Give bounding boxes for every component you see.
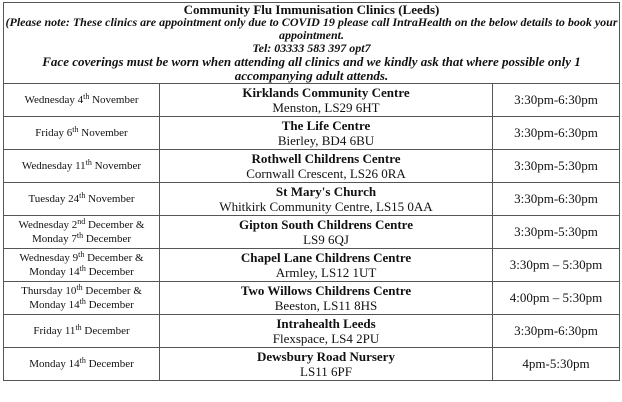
table-row bbox=[4, 183, 620, 216]
table-row bbox=[4, 249, 620, 282]
clinic-time: 3:30pm – 5:30pm bbox=[493, 249, 620, 282]
table-row bbox=[4, 84, 620, 117]
clinic-date bbox=[4, 192, 159, 206]
clinic-venue-name: St Mary's Church bbox=[275, 184, 377, 199]
clinic-venue-cell bbox=[160, 348, 493, 381]
clinic-venue-cell bbox=[160, 183, 493, 216]
clinic-venue-address: Menston, LS29 6HT bbox=[272, 100, 380, 115]
clinic-time: 3:30pm-5:30pm bbox=[493, 216, 620, 249]
clinic-date-month: December & bbox=[84, 252, 144, 264]
clinic-date-month: December & bbox=[85, 219, 145, 231]
clinic-date bbox=[4, 284, 159, 298]
clinic-date-day: Wednesday 11 bbox=[21, 160, 86, 172]
clinic-venue-name: Gipton South Childrens Centre bbox=[239, 217, 413, 232]
clinic-venue-name: Dewsbury Road Nursery bbox=[257, 349, 395, 364]
page-title: Community Flu Immunisation Clinics (Leeds) bbox=[183, 2, 440, 17]
clinic-date bbox=[4, 298, 159, 312]
clinic-date-cell bbox=[4, 216, 160, 249]
clinic-venue-name: Two Willows Childrens Centre bbox=[240, 283, 412, 298]
clinic-date-cell bbox=[4, 84, 160, 117]
clinic-date-ordinal: th bbox=[85, 158, 92, 167]
clinic-venue-address: Bierley, BD4 6BU bbox=[277, 133, 375, 148]
clinic-date-day: Friday 11 bbox=[33, 325, 76, 337]
table-row bbox=[4, 315, 620, 348]
clinic-venue-cell bbox=[160, 315, 493, 348]
clinic-date-day: Friday 6 bbox=[35, 127, 73, 139]
clinic-date-cell bbox=[4, 249, 160, 282]
clinic-time: 3:30pm-6:30pm bbox=[493, 117, 620, 150]
clinic-venue-address: Cornwall Crescent, LS26 0RA bbox=[246, 166, 406, 181]
header-row bbox=[4, 3, 620, 84]
clinic-date-month: November bbox=[85, 193, 135, 205]
clinic-date-ordinal: nd bbox=[77, 217, 86, 226]
table-row bbox=[4, 348, 620, 381]
clinic-date bbox=[4, 324, 159, 338]
clinic-schedule-table bbox=[3, 2, 620, 381]
clinic-venue-name: Kirklands Community Centre bbox=[242, 85, 410, 100]
clinic-date-month: December bbox=[85, 299, 134, 311]
clinic-venue-cell bbox=[160, 84, 493, 117]
table-row bbox=[4, 150, 620, 183]
clinic-date-ordinal: th bbox=[78, 250, 85, 259]
clinic-date-day: Wednesday 4 bbox=[24, 94, 84, 106]
clinic-date-ordinal: th bbox=[76, 231, 84, 240]
clinic-table-body bbox=[4, 3, 620, 381]
clinic-time: 3:30pm-6:30pm bbox=[493, 84, 620, 117]
clinic-date-day: Monday 14 bbox=[29, 299, 80, 311]
clinic-date-ordinal: th bbox=[72, 125, 79, 134]
clinic-date-cell bbox=[4, 282, 160, 315]
clinic-date-ordinal: th bbox=[79, 297, 86, 306]
clinic-date-cell bbox=[4, 183, 160, 216]
clinic-venue-cell bbox=[160, 282, 493, 315]
clinic-date-day: Tuesday 24 bbox=[28, 193, 80, 205]
clinic-date bbox=[4, 251, 159, 265]
clinic-date-month: December & bbox=[82, 285, 142, 297]
face-covering-notice: Face coverings must be worn when attending all clinics and we kindly ask that where possible only 1 accompanying adult attends. bbox=[42, 54, 581, 83]
table-row bbox=[4, 282, 620, 315]
clinic-time: 4:00pm – 5:30pm bbox=[493, 282, 620, 315]
clinic-date-month: December bbox=[85, 358, 134, 370]
clinic-date-day: Wednesday 2 bbox=[18, 219, 78, 231]
clinic-venue-address: LS11 6PF bbox=[300, 364, 352, 379]
clinic-venue-name: The Life Centre bbox=[281, 118, 371, 133]
clinic-date-month: December bbox=[81, 325, 130, 337]
clinic-date-day: Monday 7 bbox=[31, 233, 77, 245]
header-cell bbox=[4, 3, 620, 84]
clinic-time: 3:30pm-5:30pm bbox=[493, 150, 620, 183]
table-row bbox=[4, 216, 620, 249]
clinic-venue-address: LS9 6QJ bbox=[303, 232, 349, 247]
clinic-date-cell bbox=[4, 117, 160, 150]
clinic-date-month: December bbox=[83, 233, 132, 245]
clinic-date-day: Monday 14 bbox=[29, 358, 80, 370]
clinic-venue-address: Beeston, LS11 8HS bbox=[274, 298, 378, 313]
clinic-time: 4pm-5:30pm bbox=[493, 348, 620, 381]
clinic-date bbox=[4, 159, 159, 173]
clinic-date bbox=[4, 126, 159, 140]
clinic-date-ordinal: th bbox=[76, 283, 83, 292]
clinic-time: 3:30pm-6:30pm bbox=[493, 315, 620, 348]
clinic-date-ordinal: th bbox=[75, 323, 82, 332]
clinic-time: 3:30pm-6:30pm bbox=[493, 183, 620, 216]
clinic-venue-name: Intrahealth Leeds bbox=[276, 316, 376, 331]
clinic-date-day: Monday 14 bbox=[29, 266, 80, 278]
clinic-date bbox=[4, 265, 159, 279]
clinic-date-ordinal: th bbox=[79, 356, 86, 365]
clinic-date-month: November bbox=[91, 160, 142, 172]
clinic-venue-cell bbox=[160, 150, 493, 183]
clinic-venue-address: Flexspace, LS4 2PU bbox=[272, 331, 380, 346]
clinic-date bbox=[4, 93, 159, 107]
clinic-date-cell bbox=[4, 315, 160, 348]
clinic-date-month: December bbox=[85, 266, 134, 278]
clinic-date-month: November bbox=[89, 94, 139, 106]
telephone-number: Tel: 03333 583 397 opt7 bbox=[252, 41, 371, 55]
clinic-venue-cell bbox=[160, 216, 493, 249]
clinic-venue-name: Chapel Lane Childrens Centre bbox=[240, 250, 412, 265]
clinic-venue-cell bbox=[160, 249, 493, 282]
clinic-venue-address: Whitkirk Community Centre, LS15 0AA bbox=[219, 199, 433, 214]
clinic-date-cell bbox=[4, 348, 160, 381]
clinic-date-day: Thursday 10 bbox=[21, 285, 77, 297]
clinic-date-ordinal: th bbox=[79, 191, 86, 200]
clinic-date bbox=[4, 357, 159, 371]
clinic-date-ordinal: th bbox=[83, 92, 90, 101]
clinic-venue-address: Armley, LS12 1UT bbox=[275, 265, 377, 280]
table-row bbox=[4, 117, 620, 150]
clinic-date-day: Wednesday 9 bbox=[19, 252, 79, 264]
clinic-date bbox=[4, 218, 159, 232]
clinic-date-cell bbox=[4, 150, 160, 183]
clinic-date-ordinal: th bbox=[79, 264, 86, 273]
appointment-note: (Please note: These clinics are appointment only due to COVID 19 please call IntraHealth on the below details to book your appointment. bbox=[5, 15, 618, 42]
clinic-date-month: November bbox=[78, 127, 128, 139]
clinic-date bbox=[4, 232, 159, 246]
clinic-venue-name: Rothwell Childrens Centre bbox=[251, 151, 401, 166]
clinic-venue-cell bbox=[160, 117, 493, 150]
